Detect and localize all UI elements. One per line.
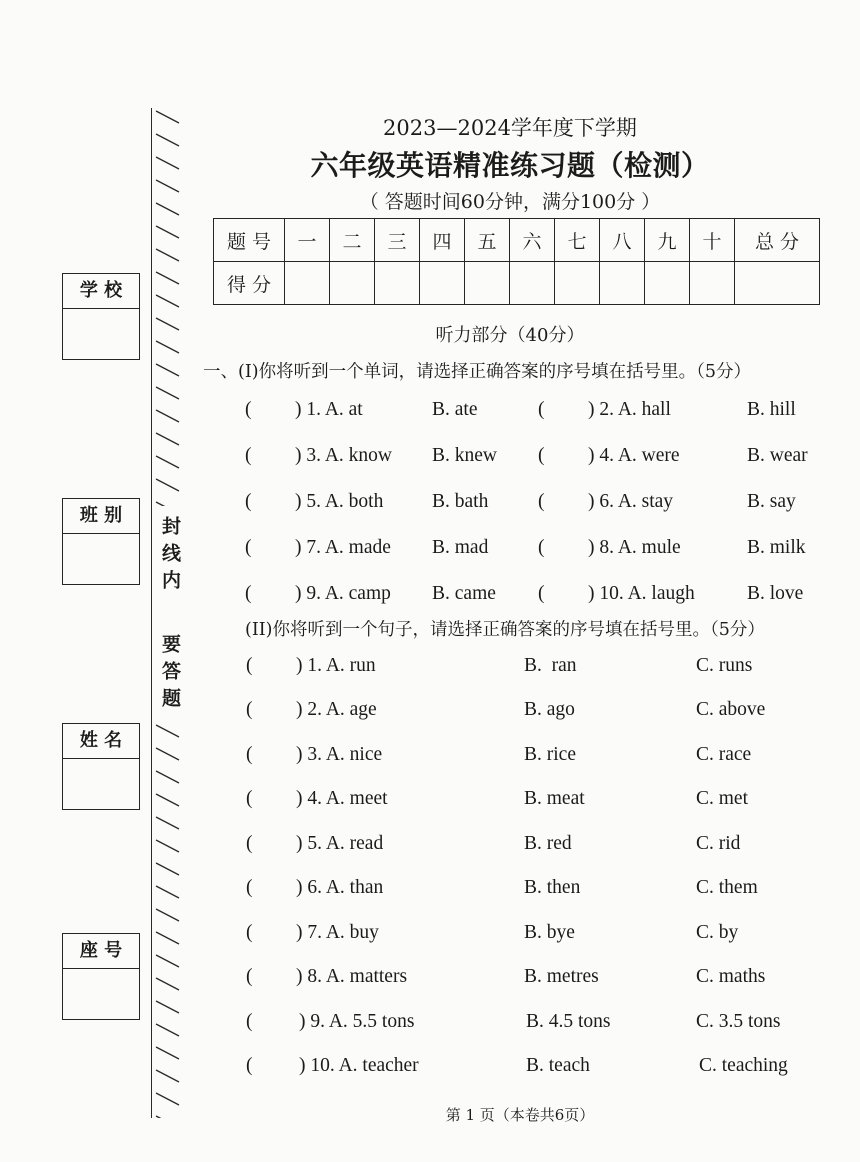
school-input-box[interactable] (62, 308, 140, 360)
part1-q8-stem (588, 536, 681, 560)
part2-q9-paren-open: ( (246, 1011, 253, 1032)
part1-q1-option-a: A. at (324, 399, 363, 420)
part2-q4-option-c: C. met (696, 788, 748, 809)
part2-q2-option-a: A. age (325, 699, 377, 720)
part1-q10-option-b: B. love (747, 583, 804, 604)
score-cell-3[interactable] (375, 262, 420, 305)
part1-q8-option-b: B. milk (747, 537, 806, 558)
part2-q5-number: 5. (307, 833, 322, 854)
total-score-cell[interactable] (735, 262, 820, 305)
part1-q6-number: 6. (599, 491, 614, 512)
part1-q6-option-a: A. stay (617, 491, 674, 512)
part1-q1-paren-close: ) (295, 399, 302, 420)
part2-q8-paren-open: ( (246, 966, 253, 987)
part2-q10-number: 10. (310, 1055, 335, 1076)
name-field (62, 723, 140, 810)
name-input-box[interactable] (62, 758, 140, 810)
part2-q1-option-a: A. run (325, 655, 376, 676)
part2-q6-number: 6. (307, 877, 322, 898)
part2-q3-number: 3. (307, 744, 322, 765)
part2-q10-option-a: A. teacher (338, 1055, 419, 1076)
binding-hatch-upper (151, 108, 185, 506)
part1-q8-answer-blank[interactable] (548, 537, 586, 559)
part2-q4-paren-close: ) (296, 788, 303, 809)
part2-q5-option-b: B. red (524, 833, 572, 854)
term-line: 2023—2024学年度下学期 (383, 116, 637, 140)
part2-q9-answer-blank[interactable] (256, 1011, 297, 1033)
part1-q9-stem (295, 582, 391, 606)
binding-warning-lower: 要答题 (159, 634, 181, 715)
school-field (62, 273, 140, 360)
part1-q4-answer-blank[interactable] (548, 445, 586, 467)
part1-q7-answer-blank[interactable] (255, 537, 293, 559)
part2-q8-paren-close: ) (296, 966, 303, 987)
part2-q7-option-c: C. by (696, 922, 739, 943)
seat-label: 座 号 (62, 933, 140, 968)
part1-q2-number: 2. (599, 399, 614, 420)
part1-q4-paren-open: ( (538, 445, 545, 466)
part2-q3-stem (296, 743, 382, 767)
part2-q6-paren-close: ) (296, 877, 303, 898)
part2-q5-paren-open: ( (246, 833, 253, 854)
part2-q2-paren-open: ( (246, 699, 253, 720)
part1-q10-option-a: A. laugh (627, 583, 695, 604)
part2-q6-option-a: A. than (325, 877, 384, 898)
part1-q4-option-a: A. were (617, 445, 680, 466)
part1-q8-number: 8. (599, 537, 614, 558)
part1-q7-paren-open: ( (245, 537, 252, 558)
part2-q5-paren-close: ) (296, 833, 303, 854)
part1-q2-paren-close: ) (588, 399, 595, 420)
part2-q7-answer-blank[interactable] (256, 922, 294, 944)
part1-q9-paren-open: ( (245, 583, 252, 604)
score-cell-4[interactable] (420, 262, 465, 305)
binding-hatch-lower (151, 722, 185, 1118)
part2-q3-option-a: A. nice (325, 744, 383, 765)
part2-q10-option-c: C. teaching (699, 1055, 788, 1076)
part2-q7-paren-open: ( (246, 922, 253, 943)
part1-q7-option-a: A. made (324, 537, 391, 558)
part2-q10-stem (299, 1054, 419, 1078)
part2-q2-answer-blank[interactable] (256, 699, 294, 721)
school-label: 学 校 (62, 273, 140, 308)
part2-q4-option-b: B. meat (524, 788, 585, 809)
part2-q7-number: 7. (307, 922, 322, 943)
name-label: 姓 名 (62, 723, 140, 758)
part1-q3-paren-close: ) (295, 445, 302, 466)
part1-q4-stem (588, 444, 680, 468)
column-7: 七 (555, 219, 600, 262)
part1-q10-stem (588, 582, 695, 606)
part1-q8-option-a: A. mule (617, 537, 681, 558)
column-6: 六 (510, 219, 555, 262)
part1-q6-paren-open: ( (538, 491, 545, 512)
part1-q1-paren-open: ( (245, 399, 252, 420)
listening-section-title: 听力部分（40分） (435, 325, 585, 346)
score-cell-9[interactable] (645, 262, 690, 305)
part1-q2-stem (588, 398, 671, 422)
part1-q1-stem (295, 398, 363, 422)
part1-q5-paren-close: ) (295, 491, 302, 512)
part2-q9-paren-close: ) (299, 1011, 306, 1032)
part1-q10-paren-close: ) (588, 583, 595, 604)
part1-q7-paren-close: ) (295, 537, 302, 558)
part1-q2-option-a: A. hall (617, 399, 671, 420)
class-input-box[interactable] (62, 533, 140, 585)
column-5: 五 (465, 219, 510, 262)
part1-q7-option-b: B. mad (432, 537, 489, 558)
part1-q4-number: 4. (599, 445, 614, 466)
part2-q8-option-c: C. maths (696, 966, 766, 987)
part2-q4-number: 4. (307, 788, 322, 809)
part2-q7-paren-close: ) (296, 922, 303, 943)
part2-q2-option-c: C. above (696, 699, 766, 720)
exam-title: 六年级英语精准练习题（检测） (310, 149, 710, 182)
score-cell-7[interactable] (555, 262, 600, 305)
part1-q9-option-a: A. camp (324, 583, 391, 604)
part1-q8-paren-open: ( (538, 537, 545, 558)
part2-q10-paren-close: ) (299, 1055, 306, 1076)
page-footer: 第 1 页（本卷共6页） (445, 1106, 595, 1124)
part2-q8-number: 8. (307, 966, 322, 987)
part2-q9-number: 9. (310, 1011, 325, 1032)
part1-q3-stem (295, 444, 392, 468)
part2-q2-paren-close: ) (296, 699, 303, 720)
part2-q2-stem (296, 698, 377, 722)
part1-q1-number: 1. (306, 399, 321, 420)
part2-q1-stem (296, 654, 376, 678)
part1-q7-number: 7. (306, 537, 321, 558)
part2-q4-option-a: A. meet (325, 788, 388, 809)
part1-q3-option-a: A. know (324, 445, 392, 466)
score-label: 得 分 (214, 262, 285, 305)
part1-q4-option-b: B. wear (747, 445, 808, 466)
part2-q1-number: 1. (307, 655, 322, 676)
part2-q2-option-b: B. ago (524, 699, 575, 720)
part2-q4-answer-blank[interactable] (256, 788, 294, 810)
part2-q7-option-b: B. bye (524, 922, 575, 943)
part2-q1-paren-close: ) (296, 655, 303, 676)
part2-q7-option-a: A. buy (325, 922, 379, 943)
part1-q3-paren-open: ( (245, 445, 252, 466)
part1-q6-paren-close: ) (588, 491, 595, 512)
part2-q10-option-b: B. teach (526, 1055, 590, 1076)
part2-q10-paren-open: ( (246, 1055, 253, 1076)
part1-q4-paren-close: ) (588, 445, 595, 466)
column-9: 九 (645, 219, 690, 262)
part1-q7-stem (295, 536, 391, 560)
part1-q9-paren-close: ) (295, 583, 302, 604)
part1-q2-option-b: B. hill (747, 399, 796, 420)
score-table-score-row (214, 262, 820, 305)
part1-q3-answer-blank[interactable] (255, 445, 293, 467)
part2-q6-option-c: C. them (696, 877, 758, 898)
time-and-score-note: （ 答题时间60分钟，满分100分 ） (359, 191, 661, 213)
part1-q5-option-b: B. bath (432, 491, 489, 512)
column-2: 二 (330, 219, 375, 262)
part1-q5-answer-blank[interactable] (255, 491, 293, 513)
score-cell-1[interactable] (285, 262, 330, 305)
score-cell-6[interactable] (510, 262, 555, 305)
part2-q4-stem (296, 787, 388, 811)
part1-q6-answer-blank[interactable] (548, 491, 586, 513)
total-score-label: 总 分 (735, 219, 820, 262)
part2-q3-paren-close: ) (296, 744, 303, 765)
part1-q1-option-b: B. ate (432, 399, 478, 420)
part2-q1-option-b: B. ran (524, 655, 577, 676)
part2-q3-option-b: B. rice (524, 744, 576, 765)
part1-q8-paren-close: ) (588, 537, 595, 558)
part2-q1-paren-open: ( (246, 655, 253, 676)
binding-warning-upper: 封线内 (159, 516, 181, 597)
part2-q5-stem (296, 832, 383, 856)
part2-q6-option-b: B. then (524, 877, 581, 898)
part2-q5-option-a: A. read (325, 833, 384, 854)
part1-q5-option-a: A. both (324, 491, 384, 512)
score-table (213, 218, 820, 305)
part1-q3-option-b: B. knew (432, 445, 497, 466)
part2-q3-option-c: C. race (696, 744, 752, 765)
part2-q6-stem (296, 876, 383, 900)
seat-input-box[interactable] (62, 968, 140, 1020)
score-cell-5[interactable] (465, 262, 510, 305)
part1-q10-answer-blank[interactable] (548, 583, 586, 605)
score-cell-2[interactable] (330, 262, 375, 305)
part2-q8-option-b: B. metres (524, 966, 599, 987)
part2-q8-stem (296, 965, 407, 989)
column-1: 一 (285, 219, 330, 262)
part2-q2-number: 2. (307, 699, 322, 720)
part1-q2-answer-blank[interactable] (548, 399, 586, 421)
score-table-header-row (214, 219, 820, 262)
part1-q9-answer-blank[interactable] (255, 583, 293, 605)
part1-instruction: 一、(I)你将听到一个单词，请选择正确答案的序号填在括号里。（5分） (203, 362, 751, 382)
part1-q5-stem (295, 490, 383, 514)
part2-q5-answer-blank[interactable] (256, 833, 294, 855)
part2-q6-paren-open: ( (246, 877, 253, 898)
part1-q10-number: 10. (599, 583, 624, 604)
column-8: 八 (600, 219, 645, 262)
class-label: 班 别 (62, 498, 140, 533)
part2-q9-option-b: B. 4.5 tons (526, 1011, 611, 1032)
part2-q1-option-c: C. runs (696, 655, 753, 676)
column-3: 三 (375, 219, 420, 262)
part1-q5-number: 5. (306, 491, 321, 512)
part1-q6-option-b: B. say (747, 491, 796, 512)
column-4: 四 (420, 219, 465, 262)
part1-q10-paren-open: ( (538, 583, 545, 604)
part2-q9-option-a: A. 5.5 tons (328, 1011, 415, 1032)
part2-q1-answer-blank[interactable] (256, 655, 294, 677)
part1-q3-number: 3. (306, 445, 321, 466)
part2-q7-stem (296, 921, 379, 945)
part2-q9-option-c: C. 3.5 tons (696, 1011, 781, 1032)
part2-q8-answer-blank[interactable] (256, 966, 294, 988)
part2-instruction: (II)你将听到一个句子，请选择正确答案的序号填在括号里。（5分） (245, 620, 765, 640)
class-field (62, 498, 140, 585)
part1-q9-option-b: B. came (432, 583, 496, 604)
score-cell-10[interactable] (690, 262, 735, 305)
part1-q5-paren-open: ( (245, 491, 252, 512)
part1-q2-paren-open: ( (538, 399, 545, 420)
score-cell-8[interactable] (600, 262, 645, 305)
part2-q3-answer-blank[interactable] (256, 744, 294, 766)
part2-q10-answer-blank[interactable] (256, 1055, 297, 1077)
column-10: 十 (690, 219, 735, 262)
part2-q9-stem (299, 1010, 414, 1034)
question-number-label: 题 号 (214, 219, 285, 262)
part2-q3-paren-open: ( (246, 744, 253, 765)
part1-q9-number: 9. (306, 583, 321, 604)
seat-field (62, 933, 140, 1020)
part2-q5-option-c: C. rid (696, 833, 741, 854)
part2-q4-paren-open: ( (246, 788, 253, 809)
part1-q6-stem (588, 490, 673, 514)
part2-q8-option-a: A. matters (325, 966, 408, 987)
part1-q1-answer-blank[interactable] (255, 399, 293, 421)
part2-q6-answer-blank[interactable] (256, 877, 294, 899)
